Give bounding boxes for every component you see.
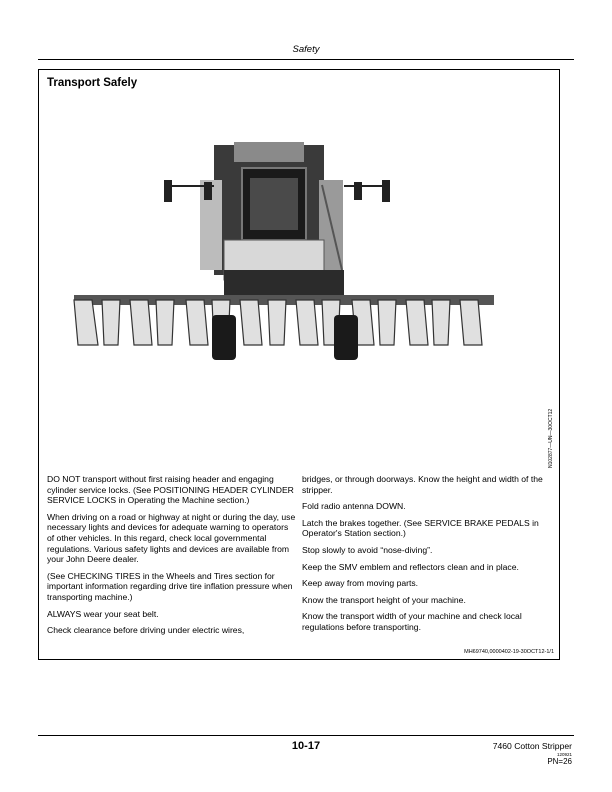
cotton-stripper-illustration <box>64 140 504 370</box>
figure-code-text: N102877—UN—30OCT12 <box>548 408 554 468</box>
footer-info <box>493 741 572 766</box>
paragraph: Check clearance before driving under electric wires, <box>47 625 245 636</box>
paragraph: bridges, or through doorways. Know the height and width of the stripper. <box>302 474 543 495</box>
footer-rule <box>38 735 574 736</box>
document-title: 7460 Cotton Stripper <box>492 741 572 751</box>
reference-code: MH69740,0000402-19-30OCT12-1/1 <box>464 649 554 655</box>
page-number: 10-17 <box>291 740 321 752</box>
paragraph: Fold radio antenna DOWN. <box>302 501 406 512</box>
paragraph: DO NOT transport without first raising header and engaging cylinder service locks. (See POSITIONING HEADER CYLINDER SERVICE LOCKS in Operating the Machine section.) <box>47 474 294 506</box>
revision-code: 120921 <box>556 752 572 757</box>
paragraph: Know the transport height of your machine. <box>302 594 466 605</box>
part-number: PN=26 <box>547 757 572 766</box>
paragraph: When driving on a road or highway at night or during the day, use necessary lights and devices for adequate warning to operators of other vehicles. In this regard, check local governmental regulations. Various safety lights and devices are available from your John Deere dealer. <box>47 511 296 565</box>
paragraph: ALWAYS wear your seat belt. <box>47 608 159 619</box>
right-column <box>302 474 552 639</box>
paragraph: Stop slowly to avoid “nose-diving”. <box>302 544 433 555</box>
running-title: Safety <box>292 44 320 55</box>
paragraph: Latch the brakes together. (See SERVICE BRAKE PEDALS in Operator's Station section.) <box>302 517 539 539</box>
paragraph: Keep away from moving parts. <box>302 578 419 589</box>
left-column <box>47 474 297 642</box>
paragraph: Keep the SMV emblem and reflectors clean and in place. <box>302 561 519 572</box>
header-rule <box>38 59 574 60</box>
section-title: Transport Safely <box>47 77 138 89</box>
paragraph: (See CHECKING TIRES in the Wheels and Tires section for important information regarding drive tire inflation pressure when transporting machine.) <box>47 570 293 602</box>
figure-code <box>540 388 554 468</box>
paragraph: Know the transport width of your machine and check local regulations before transporting. <box>302 611 522 632</box>
